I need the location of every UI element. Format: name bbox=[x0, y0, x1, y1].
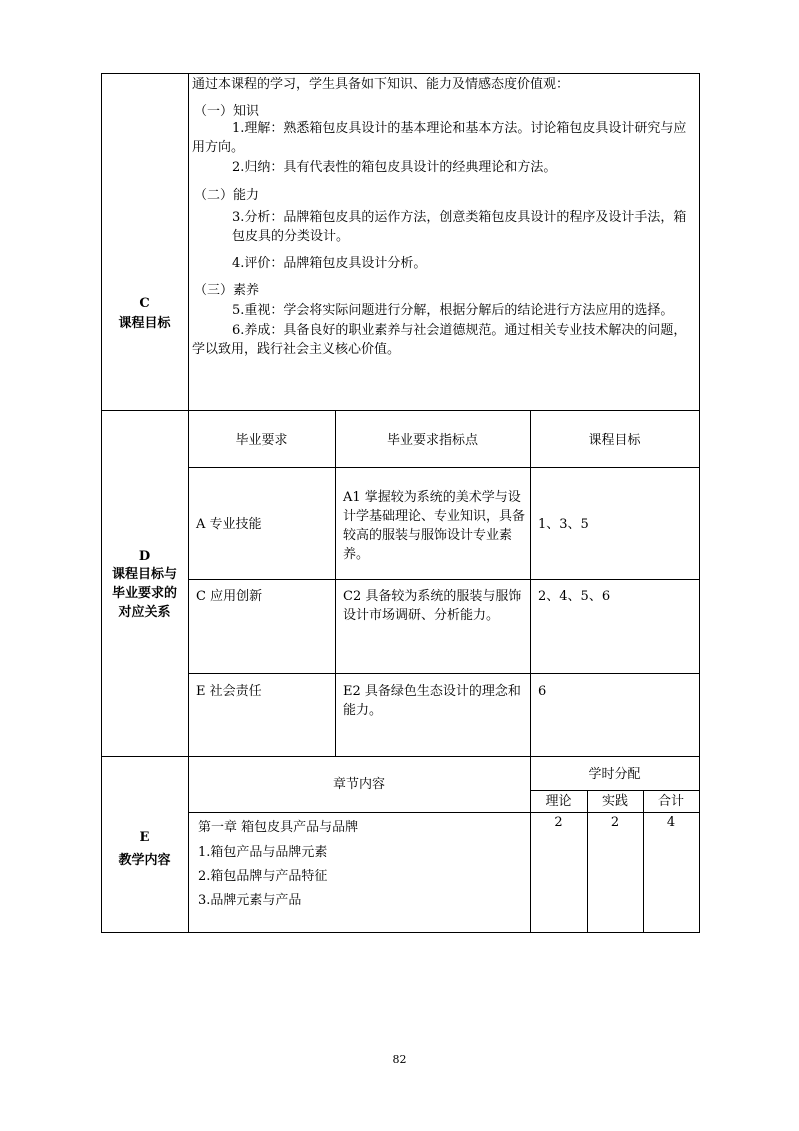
goal-item-4: 4.评价：品牌箱包皮具设计分析。 bbox=[232, 256, 427, 271]
list-item: 2.箱包品牌与产品特征 bbox=[198, 869, 328, 884]
list-item: 1.箱包产品与品牌元素 bbox=[198, 845, 328, 860]
goal-item-5: 5.重视：学会将实际问题进行分解，根据分解后的结论进行方法应用的选择。 bbox=[232, 303, 674, 318]
chapter-title: 第一章 箱包皮具产品与品牌 bbox=[198, 820, 359, 835]
section-d-title-line: 课程目标与 bbox=[111, 567, 177, 582]
header-requirement: 毕业要求 bbox=[235, 433, 288, 448]
goals-cell: 2、4、5、6 bbox=[538, 589, 611, 604]
header-total: 合计 bbox=[657, 794, 684, 809]
page-number: 82 bbox=[392, 1053, 407, 1066]
header-chapter-content: 章节内容 bbox=[332, 777, 385, 792]
total-hours: 4 bbox=[666, 815, 676, 830]
goal-item-1: 1.理解：熟悉箱包皮具设计的基本理论和基本方法。讨论箱包皮具设计研究与应用方向。 bbox=[192, 121, 687, 155]
requirement-cell: A 专业技能 bbox=[196, 517, 262, 532]
section-d-title-line: 对应关系 bbox=[118, 605, 171, 620]
list-item: 3.品牌元素与产品 bbox=[198, 893, 302, 908]
theory-hours: 2 bbox=[554, 815, 563, 830]
header-course-goal: 课程目标 bbox=[588, 433, 641, 448]
goal-item-2: 2.归纳：具有代表性的箱包皮具设计的经典理论和方法。 bbox=[232, 160, 557, 175]
goal-item-3: 3.分析：品牌箱包皮具的运作方法，创意类箱包皮具设计的程序及设计手法，箱包皮具的分类设计。 bbox=[232, 210, 687, 244]
section-c-title: 课程目标 bbox=[118, 316, 171, 331]
section-c-letter: C bbox=[139, 296, 150, 311]
header-practice: 实践 bbox=[601, 794, 628, 809]
indicator-cell: E2 具备绿色生态设计的理念和能力。 bbox=[343, 684, 521, 718]
indicator-cell: C2 具备较为系统的服装与服饰设计市场调研、分析能力。 bbox=[343, 589, 522, 623]
section-e-title: 教学内容 bbox=[118, 853, 171, 868]
goals-cell: 1、3、5 bbox=[538, 517, 589, 532]
section-e-letter: E bbox=[139, 830, 150, 845]
group-heading-ability: （二）能力 bbox=[194, 188, 260, 203]
goals-cell: 6 bbox=[538, 684, 547, 699]
requirement-cell: E 社会责任 bbox=[196, 684, 262, 699]
requirement-cell: C 应用创新 bbox=[196, 589, 263, 604]
goal-item-6: 6.养成：具备良好的职业素养与社会道德规范。通过相关专业技术解决的问题，学以致用，践行社会主义核心价值。 bbox=[192, 323, 687, 357]
intro-text: 通过本课程的学习，学生具备如下知识、能力及情感态度价值观： bbox=[192, 77, 570, 92]
section-d-title-line: 毕业要求的 bbox=[111, 586, 177, 601]
group-heading-knowledge: （一）知识 bbox=[194, 104, 260, 119]
header-indicator: 毕业要求指标点 bbox=[386, 433, 478, 448]
header-theory: 理论 bbox=[545, 794, 572, 809]
indicator-cell: A1 掌握较为系统的美术学与设计学基础理论、专业知识，具备较高的服装与服饰设计专业素养。 bbox=[343, 490, 526, 562]
group-heading-literacy: （三）素养 bbox=[194, 283, 260, 298]
section-d-letter: D bbox=[138, 549, 151, 564]
practice-hours: 2 bbox=[610, 815, 620, 830]
header-hours: 学时分配 bbox=[588, 767, 641, 782]
